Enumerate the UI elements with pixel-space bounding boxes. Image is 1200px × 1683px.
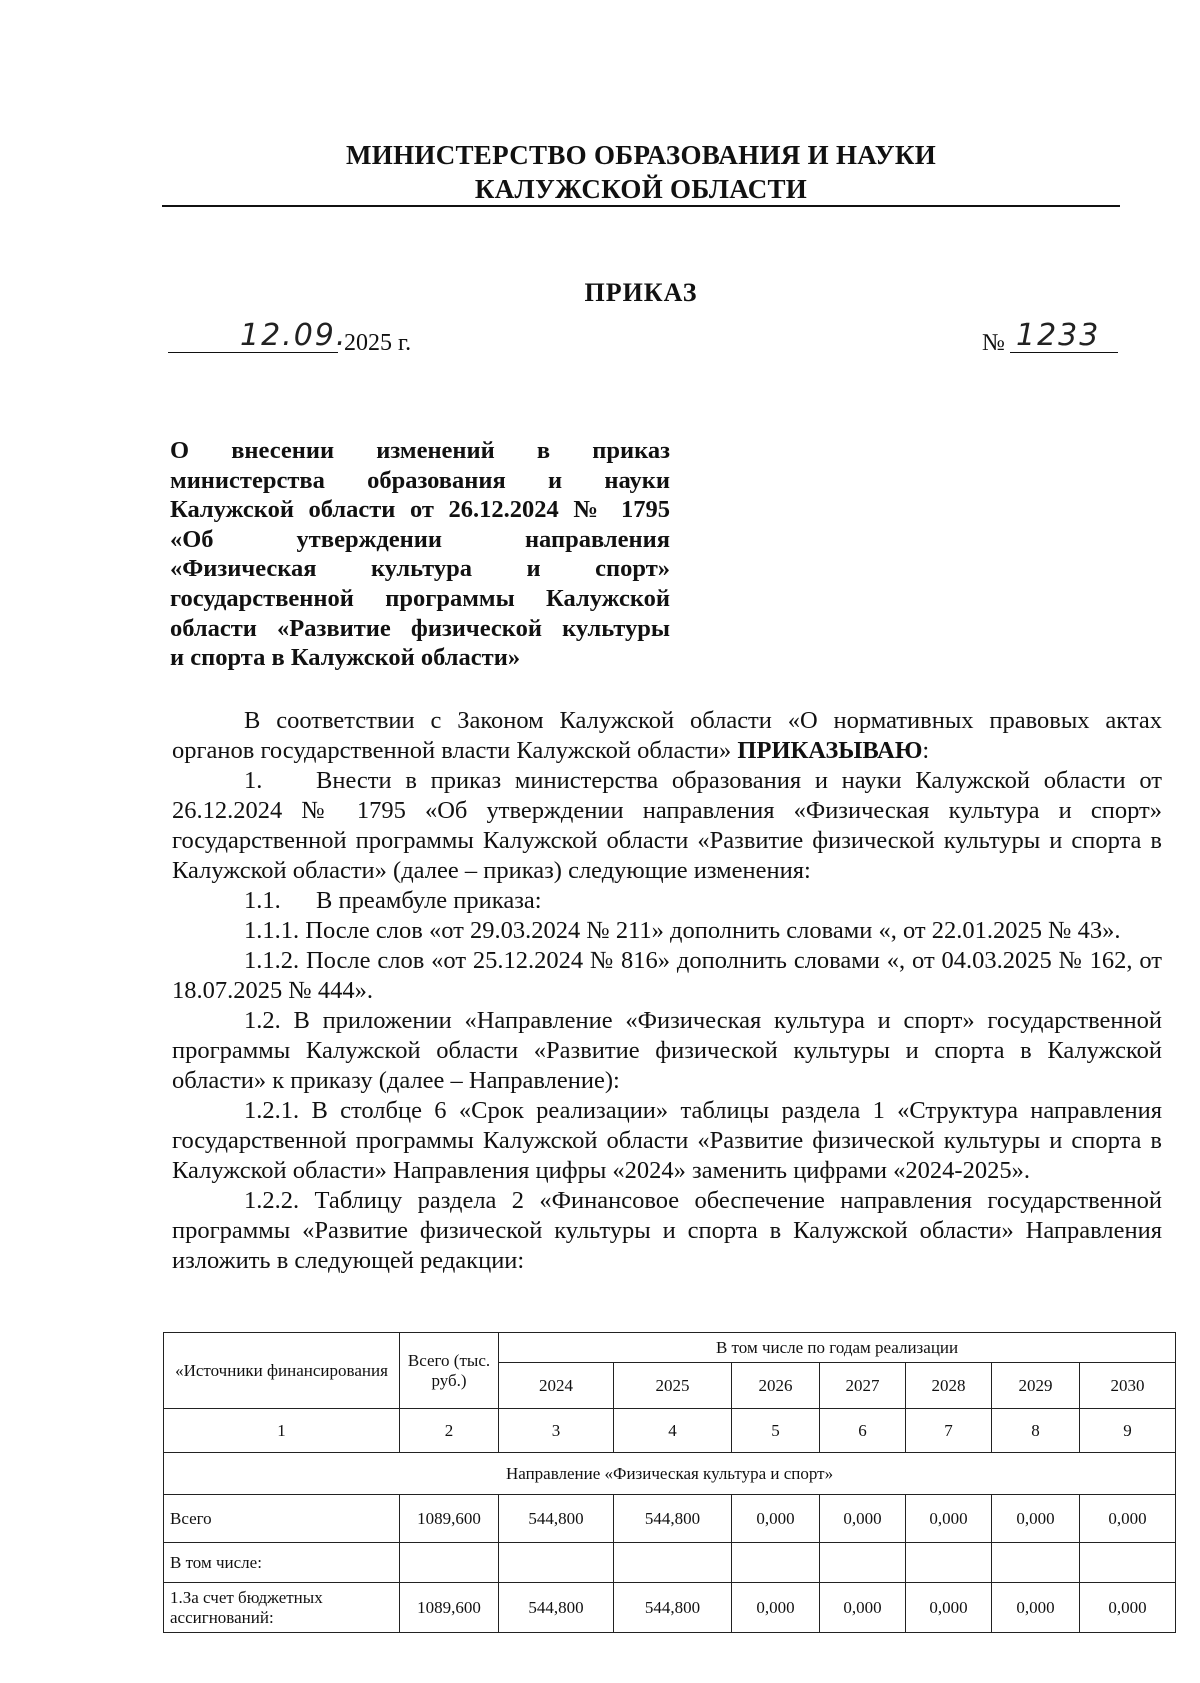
cell-value: 1089,600 bbox=[400, 1495, 499, 1543]
cell-value bbox=[614, 1543, 732, 1583]
column-number: 6 bbox=[820, 1409, 906, 1453]
column-number: 5 bbox=[732, 1409, 820, 1453]
cell-value: 1089,600 bbox=[400, 1583, 499, 1633]
date-year: 2025 г. bbox=[344, 330, 412, 356]
paragraph-1-1-2: 1.1.2. После слов «от 25.12.2024 № 816» дополнить словами «, от 04.03.2025 № 162, от 18.07.2025 № 444». bbox=[172, 947, 1162, 1004]
cell-value: 0,000 bbox=[820, 1495, 906, 1543]
cell-value bbox=[992, 1543, 1080, 1583]
table-row bbox=[164, 1543, 1176, 1583]
header-years-group: В том числе по годам реализации bbox=[499, 1333, 1176, 1363]
cell-value: 0,000 bbox=[732, 1495, 820, 1543]
row-label: В том числе: bbox=[164, 1543, 400, 1583]
cell-value bbox=[906, 1543, 992, 1583]
order-subject bbox=[170, 436, 670, 673]
cell-value: 0,000 bbox=[1080, 1495, 1176, 1543]
header-year: 2028 bbox=[906, 1363, 992, 1409]
paragraph-1-2: 1.2. В приложении «Направление «Физическая культура и спорт» государственной программы Калужской области «Развитие физической культуры и спорта в Калужской области» к приказу (далее – Направление): bbox=[172, 1007, 1162, 1094]
preamble-paragraph bbox=[172, 706, 1162, 766]
header-year: 2024 bbox=[499, 1363, 614, 1409]
cell-value bbox=[820, 1543, 906, 1583]
cell-value: 544,800 bbox=[499, 1583, 614, 1633]
paragraph-1-1-1: 1.1.1. После слов «от 29.03.2024 № 211» дополнить словами «, от 22.01.2025 № 43». bbox=[244, 917, 1121, 944]
cell-value: 0,000 bbox=[1080, 1583, 1176, 1633]
header-year: 2026 bbox=[732, 1363, 820, 1409]
cell-value: 544,800 bbox=[614, 1495, 732, 1543]
paragraph-1-1 bbox=[172, 886, 1162, 916]
subject-line: «Об утверждении направления bbox=[170, 525, 670, 553]
paragraph-text: Внести в приказ министерства образования и науки Калужской области от 26.12.2024 № 1795 «Об утверждении направления «Физическая культура и спорт» государственной программы Калужской области «Развитие физической культуры и спорта в Калужской области» (далее – приказ) следующие изменения: bbox=[172, 767, 1162, 884]
order-title: ПРИКАЗ bbox=[584, 278, 698, 307]
column-number: 8 bbox=[992, 1409, 1080, 1453]
cell-value bbox=[1080, 1543, 1176, 1583]
ministry-line-2: КАЛУЖСКОЙ ОБЛАСТИ bbox=[474, 174, 808, 204]
table-row bbox=[164, 1495, 1176, 1543]
preamble-command: ПРИКАЗЫВАЮ bbox=[737, 737, 923, 764]
column-number: 3 bbox=[499, 1409, 614, 1453]
table-row bbox=[164, 1583, 1176, 1633]
cell-value: 544,800 bbox=[499, 1495, 614, 1543]
paragraph-1-2-1: 1.2.1. В столбце 6 «Срок реализации» таблицы раздела 1 «Структура направления государственной программы Калужской области «Развитие физической культуры и спорта в Калужской области» Направления цифры «2024» заменить цифрами «2024-2025». bbox=[172, 1097, 1162, 1184]
subject-line: государственной программы Калужской bbox=[170, 584, 670, 612]
section-title-row: Направление «Физическая культура и спорт» bbox=[164, 1453, 1176, 1495]
header-source: «Источники финансирования bbox=[164, 1333, 400, 1409]
paragraph-number: 1.1. bbox=[244, 887, 281, 914]
cell-value: 544,800 bbox=[614, 1583, 732, 1633]
cell-value: 0,000 bbox=[906, 1495, 992, 1543]
column-number: 9 bbox=[1080, 1409, 1176, 1453]
header-year: 2027 bbox=[820, 1363, 906, 1409]
paragraph-text: В преамбуле приказа: bbox=[316, 887, 542, 914]
cell-value bbox=[732, 1543, 820, 1583]
paragraph-1-2-2: 1.2.2. Таблицу раздела 2 «Финансовое обеспечение направления государственной программы «Развитие физической культуры и спорта в Калужской области» Направления изложить в следующей редакции: bbox=[172, 1187, 1162, 1274]
subject-line: области «Развитие физической культуры bbox=[170, 614, 670, 642]
row-label: 1.За счет бюджетных ассигнований: bbox=[164, 1583, 400, 1633]
header-total: Всего (тыс. руб.) bbox=[400, 1333, 499, 1409]
subject-line: «Физическая культура и спорт» bbox=[170, 555, 670, 583]
cell-value: 0,000 bbox=[906, 1583, 992, 1633]
order-body bbox=[172, 706, 1162, 1276]
financing-table bbox=[163, 1332, 1176, 1633]
cell-value: 0,000 bbox=[992, 1583, 1080, 1633]
column-number: 1 bbox=[164, 1409, 400, 1453]
ministry-name bbox=[162, 138, 1120, 206]
cell-value: 0,000 bbox=[992, 1495, 1080, 1543]
paragraph-number: 1. bbox=[244, 767, 263, 794]
cell-value bbox=[400, 1543, 499, 1583]
cell-value bbox=[499, 1543, 614, 1583]
number-sign: № bbox=[982, 330, 1005, 356]
subject-line: министерства образования и науки bbox=[170, 466, 670, 494]
column-number: 2 bbox=[400, 1409, 499, 1453]
ministry-line-1: МИНИСТЕРСТВО ОБРАЗОВАНИЯ И НАУКИ bbox=[346, 140, 936, 170]
cell-value: 0,000 bbox=[732, 1583, 820, 1633]
preamble-text: В соответствии с Законом Калужской области «О нормативных правовых актах органов государственной власти Калужской области» bbox=[172, 707, 1162, 764]
header-year: 2029 bbox=[992, 1363, 1080, 1409]
row-label: Всего bbox=[164, 1495, 400, 1543]
subject-line: Калужской области от 26.12.2024 № 1795 bbox=[170, 496, 670, 524]
paragraph-1 bbox=[172, 766, 1162, 886]
handwritten-date: 12.09. bbox=[240, 318, 348, 353]
cell-value: 0,000 bbox=[820, 1583, 906, 1633]
column-number: 7 bbox=[906, 1409, 992, 1453]
subject-line: и спорта в Калужской области» bbox=[170, 644, 521, 672]
header-year: 2030 bbox=[1080, 1363, 1176, 1409]
subject-line: О внесении изменений в приказ bbox=[170, 437, 670, 464]
preamble-colon: : bbox=[922, 737, 930, 764]
header-divider bbox=[162, 205, 1120, 207]
handwritten-number: 1233 bbox=[1016, 318, 1101, 353]
header-year: 2025 bbox=[614, 1363, 732, 1409]
column-number: 4 bbox=[614, 1409, 732, 1453]
